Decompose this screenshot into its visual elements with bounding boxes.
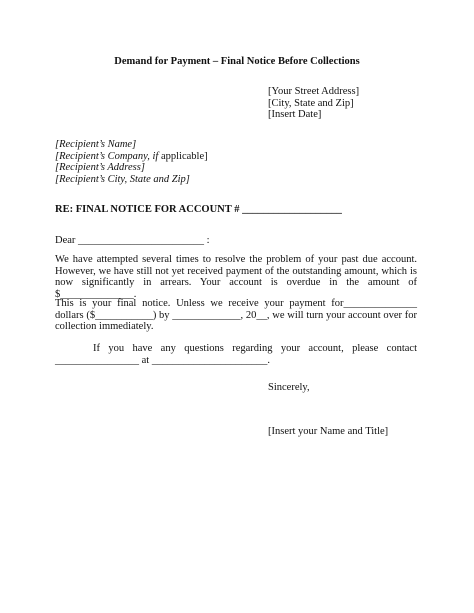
signature-line: [Insert your Name and Title]: [268, 426, 389, 437]
letter-date: [Insert Date]: [268, 109, 322, 120]
recipient-company-suffix: applicable]: [158, 150, 208, 162]
sender-street: [Your Street Address]: [268, 86, 360, 97]
recipient-company: [55, 151, 208, 163]
recipient-address: [Recipient’s Address]: [55, 162, 145, 173]
sender-city: [City, State and Zip]: [268, 97, 354, 109]
salutation: Dear ________________________ :: [55, 235, 210, 246]
closing: Sincerely,: [268, 382, 310, 393]
recipient-name: [Recipient’s Name]: [55, 139, 137, 150]
body-paragraph-overdue: We have attempted several times to resolve the problem of your past due account. However, we have still not yet received payment of the outstanding amount, which is now significantly in arrears. Your account is overdue in the amount of $______________.: [55, 254, 417, 300]
recipient-company-if: if: [152, 150, 159, 162]
body-paragraph-final-notice: This is your final notice. Unless we receive your payment for______________ dollars ($___________) by _____________, 20__, we will turn your account over for collection immediately.: [55, 298, 417, 333]
recipient-address-block: [55, 139, 208, 185]
sender-address-block: [268, 86, 359, 121]
letter-title: Demand for Payment – Final Notice Before Collections: [114, 56, 360, 67]
recipient-city: [Recipient’s City, State and Zip]: [55, 173, 190, 185]
body-paragraph-contact: If you have any questions regarding your account, please contact ________________ at ______________________.: [55, 343, 417, 366]
account-reference-line: RE: FINAL NOTICE FOR ACCOUNT # ___________________: [55, 204, 342, 215]
recipient-company-prefix: [Recipient’s Company,: [55, 150, 153, 162]
